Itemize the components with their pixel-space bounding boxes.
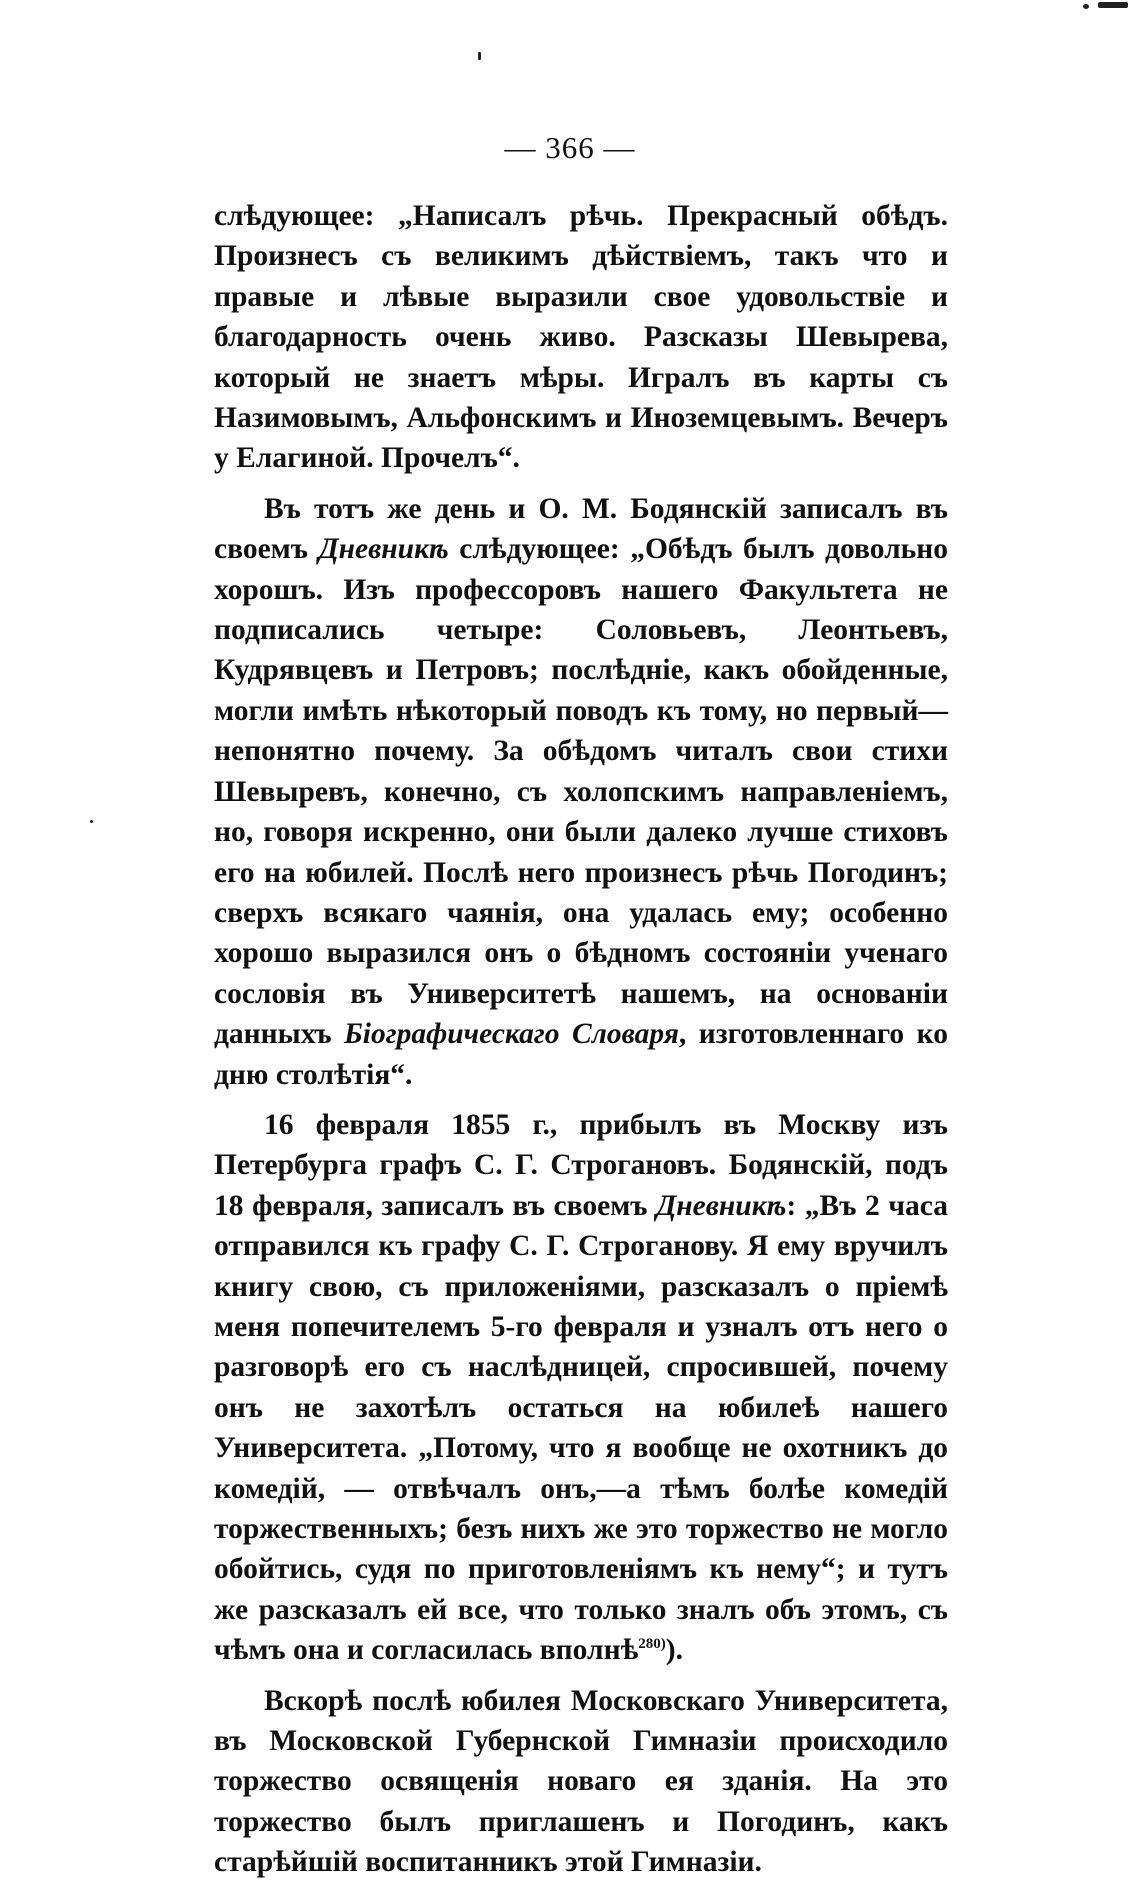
paragraph-3-text-b: : „Въ 2 часа отправился къ графу С. Г. Строганову. Я ему вручилъ книгу свою, съ приложеніями, разсказалъ о пріемѣ меня попечителемъ 5-го февраля и узналъ отъ него о разговорѣ его съ наслѣдницей, спросившей, почему онъ не захотѣлъ остаться на юбилеѣ нашего Университета. „Потому, что я вообще не охотникъ до комедій, — отвѣчалъ онъ,—а тѣмъ болѣе комедій торжественныхъ; безъ нихъ же это торжество не могло обойтись, судя по приготовленіямъ къ нему“; и тутъ же разсказалъ ей все, что только зналъ объ этомъ, съ чѣмъ она и согласилась вполнѣ bbox=[214, 1189, 948, 1667]
scan-speck bbox=[90, 820, 93, 823]
body-text bbox=[214, 196, 948, 1883]
scan-speck bbox=[1083, 4, 1089, 9]
footnote-reference: 280) bbox=[638, 1636, 666, 1653]
paragraph-2-text-a: Въ тотъ же день и О. М. Бодянскій записалъ въ своемъ bbox=[214, 492, 948, 566]
paragraph-4-text: Вскорѣ послѣ юбилея Московскаго Университета, въ Московской Губернской Гимназіи происходило торжество освященія новаго ея зданія. На это торжество былъ приглашенъ и Погодинъ, какъ старѣйшій воспитанникъ этой Гимназіи. bbox=[214, 1684, 948, 1879]
paragraph-3-text-a: 16 февраля 1855 г., прибылъ въ Москву изъ Петербурга графъ С. Г. Строгановъ. Бодянскій, подъ 18 февраля, записалъ въ своемъ bbox=[214, 1108, 948, 1222]
paragraph-1 bbox=[214, 196, 948, 479]
paragraph-4 bbox=[214, 1681, 948, 1883]
paragraph-3-text-c: ). bbox=[665, 1634, 683, 1667]
paragraph-2-text-c: , изготовленнаго ко дню столѣтія“. bbox=[214, 1018, 948, 1091]
paragraph-3-italic-diary: Дневникѣ bbox=[656, 1189, 787, 1222]
scan-speck bbox=[1098, 2, 1128, 8]
paragraph-2-text-b: слѣдующее: „Обѣдъ былъ довольно хорошъ. Изъ профессоровъ нашего Факультета не подписались четыре: Соловьевъ, Леонтьевъ, Кудрявцевъ и Петровъ; послѣдніе, какъ обойденные, могли имѣть нѣкоторый поводъ къ тому, но первый—непонятно почему. За обѣдомъ читалъ свои стихи Шевыревъ, конечно, съ холопскимъ направленіемъ, но, говоря искренно, они были далеко лучше стиховъ его на юбилей. Послѣ него произнесъ рѣчь Погодинъ; сверхъ всякаго чаянія, она удалась ему; особенно хорошо выразился онъ о бѣдномъ состояніи ученаго сословія въ Университетѣ нашемъ, на основаніи данныхъ bbox=[214, 533, 948, 1051]
scan-speck bbox=[478, 52, 481, 60]
page-number: — 366 — bbox=[504, 130, 636, 165]
paragraph-2-italic-dictionary: Біографическаго Словаря bbox=[344, 1018, 679, 1051]
paragraph-2 bbox=[214, 489, 948, 1095]
paragraph-3 bbox=[214, 1105, 948, 1671]
paragraph-1-text: слѣдующее: „Написалъ рѣчь. Прекрасный обѣдъ. Произнесъ съ великимъ дѣйствіемъ, такъ что и правые и лѣвые выразили свое удовольствіе и благодарность очень живо. Разсказы Шевырева, который не знаетъ мѣры. Игралъ въ карты съ Назимовымъ, Альфонскимъ и Иноземцевымъ. Вечеръ у Елагиной. Прочелъ“. bbox=[214, 200, 948, 475]
paragraph-2-italic-diary: Дневникѣ bbox=[318, 533, 449, 566]
